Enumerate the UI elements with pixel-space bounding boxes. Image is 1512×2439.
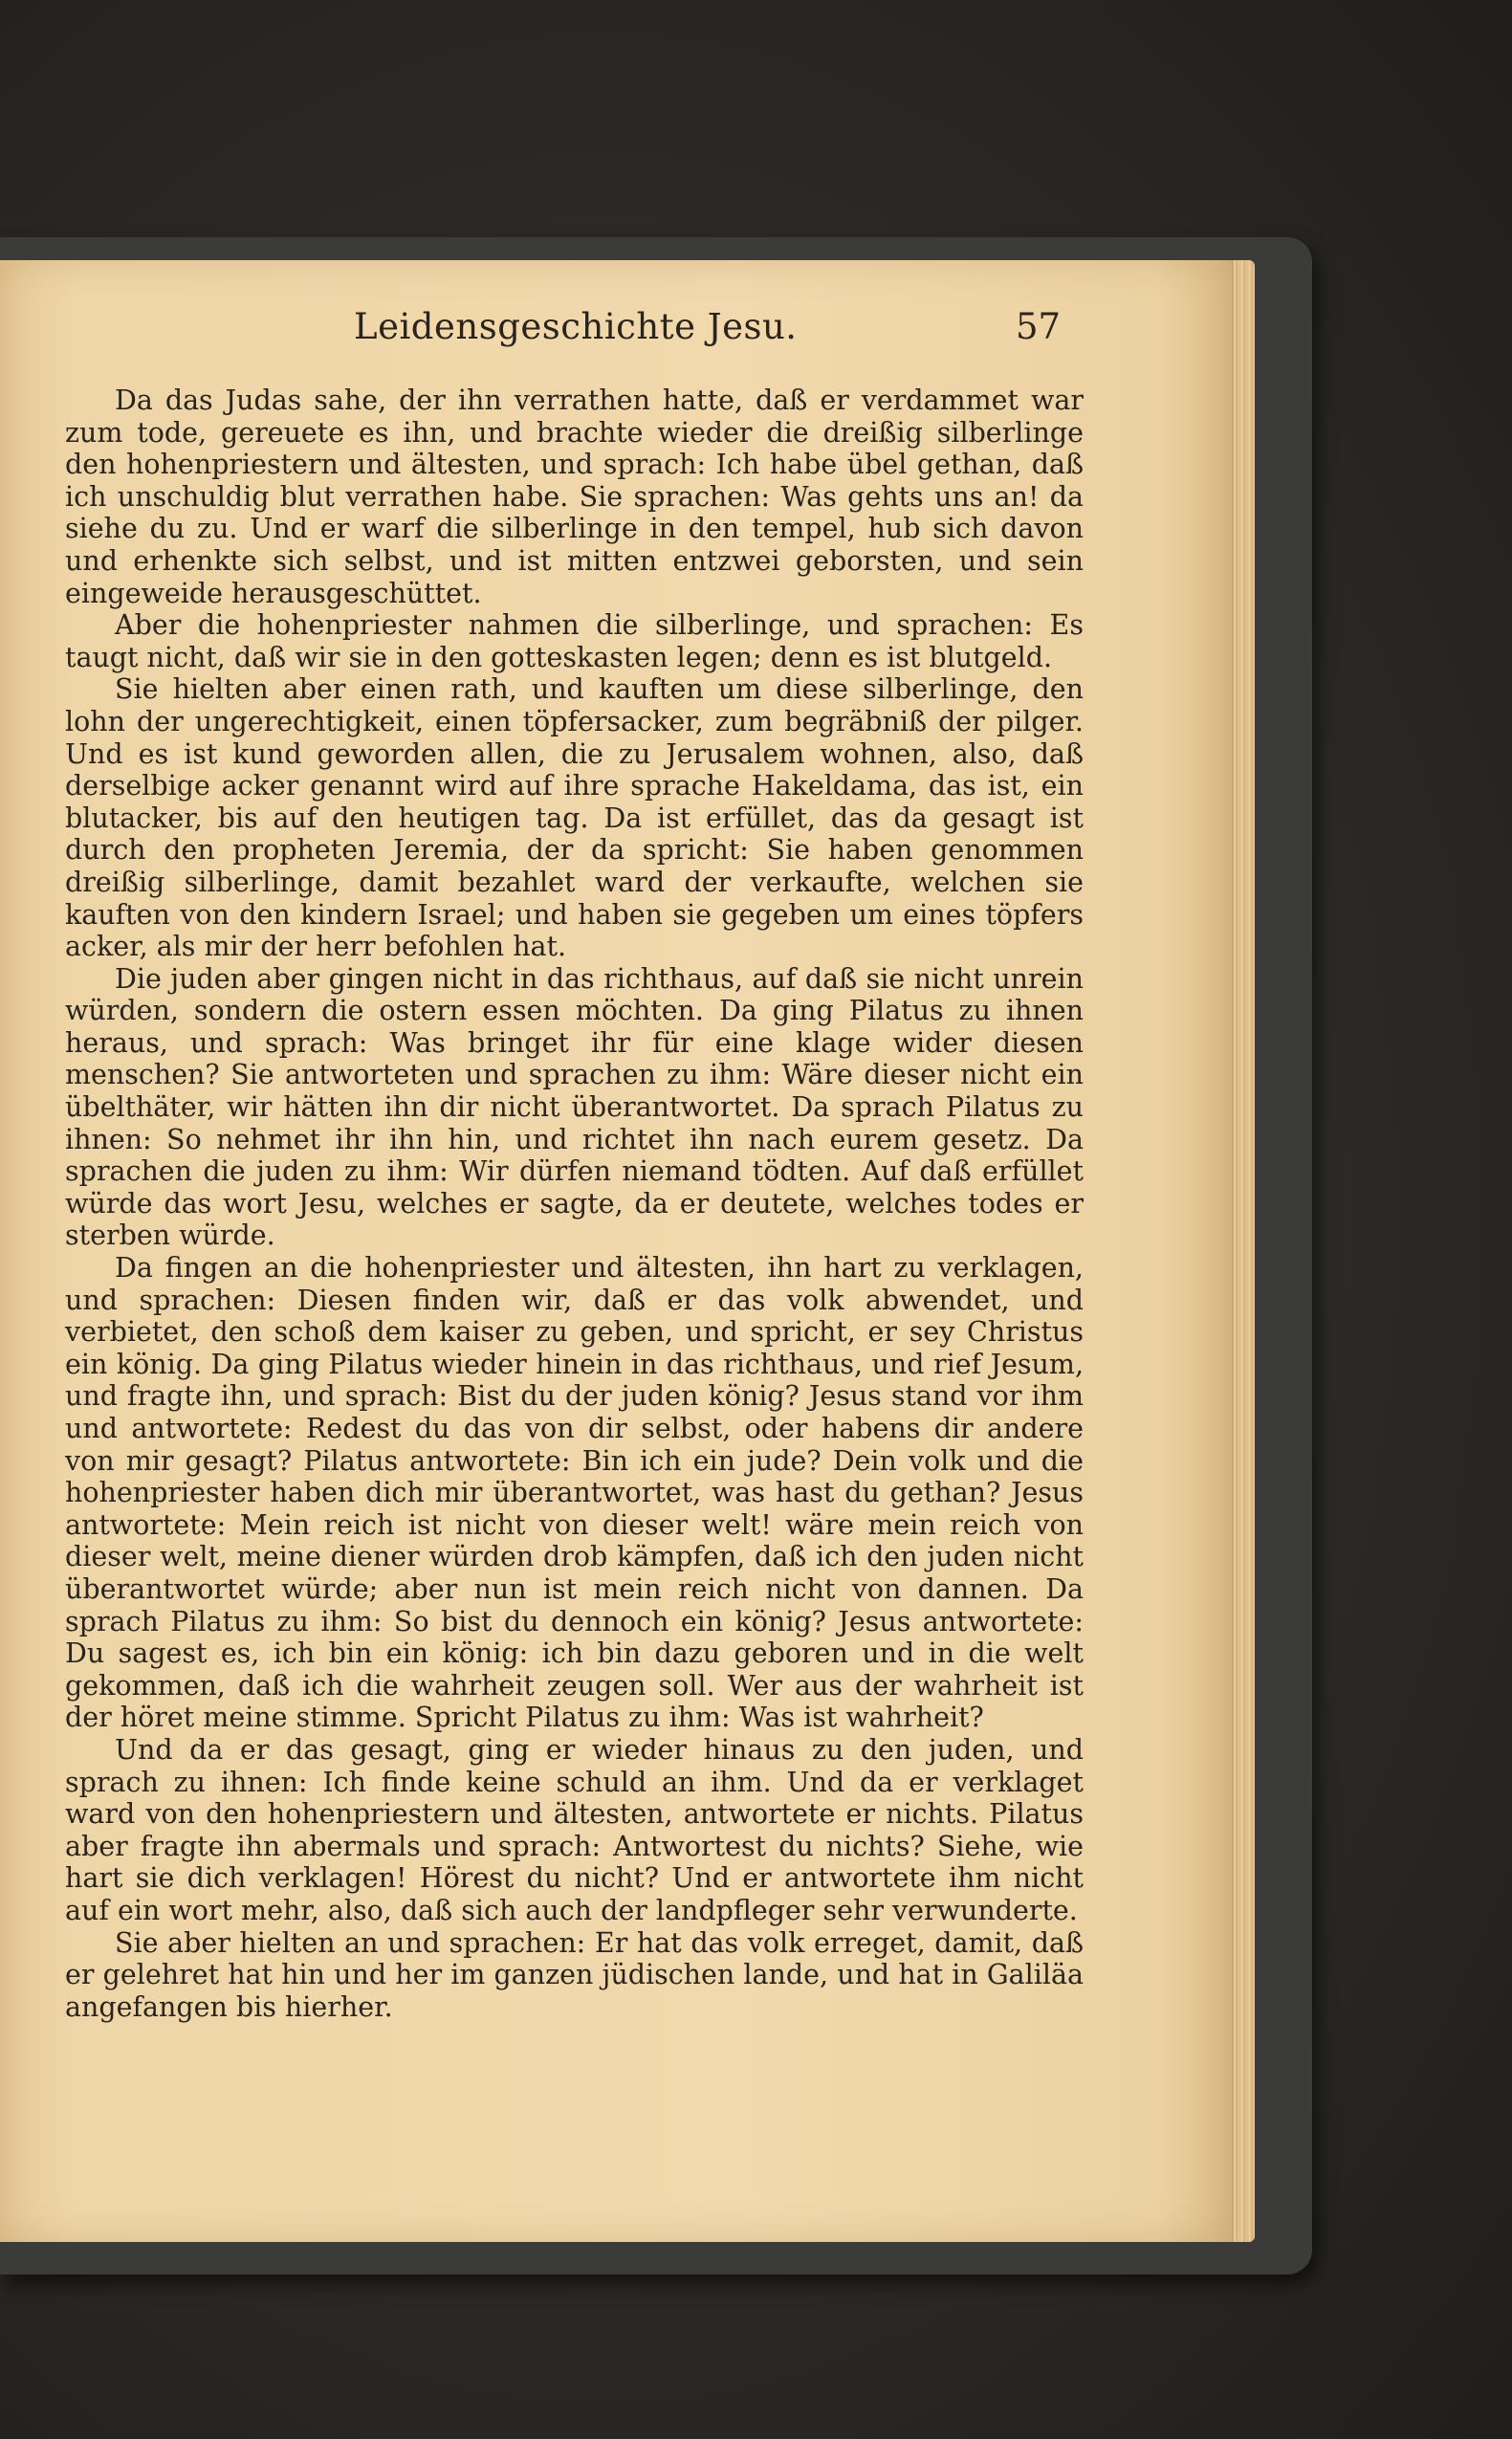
paragraph-3: Sie hielten aber einen rath, und kauften um diese silberlinge, den lohn der ungerechtigkeit, einen töpfersacker, zum begräbniß der pilger. Und es ist kund geworden allen, die zu Jerusalem wohnen, also, daß derselbige acker genannt wird auf ihre sprache Hakeldama, das ist, ein blutacker, bis auf den heutigen tag. Da ist erfüllet, das da gesagt ist durch den propheten Jeremia, der da spricht: Sie haben genommen dreißig silberlinge, damit bezahlet ward der verkaufte, welchen sie kauften von den kindern Israel; und haben sie gegeben um eines töpfers acker, als mir der herr befohlen hat. — [65, 673, 1084, 963]
paragraph-2: Aber die hohenpriester nahmen die silberlinge, und sprachen: Es taugt nicht, daß wir sie in den gotteskasten legen; denn es ist blutgeld. — [65, 609, 1084, 673]
paragraph-1: Da das Judas sahe, der ihn verrathen hatte, daß er verdammet war zum tode, gereuete es ihn, und brachte wieder die dreißig silberlinge den hohenpriestern und ältesten, und sprach: Ich habe übel gethan, daß ich unschuldig blut verrathen habe. Sie sprachen: Was gehts uns an! da siehe du zu. Und er warf die silberlinge in den tempel, hub sich davon und erhenkte sich selbst, und ist mitten entzwei geborsten, und sein eingeweide herausgeschüttet. — [65, 385, 1084, 609]
paragraph-6: Und da er das gesagt, ging er wieder hinaus zu den juden, und sprach zu ihnen: Ich finde keine schuld an ihm. Und da er verklaget ward von den hohenpriestern und ältesten, antwortete er nichts. Pilatus aber fragte ihn abermals und sprach: Antwortest du nichts? Siehe, wie hart sie dich verklagen! Hörest du nicht? Und er antwortete ihm nicht auf ein wort mehr, also, daß sich auch der landpfleger sehr verwunderte. — [65, 1733, 1084, 1926]
body-text — [65, 385, 1084, 2023]
paragraph-4: Die juden aber gingen nicht in das richthaus, auf daß sie nicht unrein würden, sondern die ostern essen möchten. Da ging Pilatus zu ihnen heraus, und sprach: Was bringet ihr für eine klage wider diesen menschen? Sie antworteten und sprachen zu ihm: Wäre dieser nicht ein übelthäter, wir hätten ihn dir nicht überantwortet. Da sprach Pilatus zu ihnen: So nehmet ihr ihn hin, und richtet ihn nach eurem gesetz. Da sprachen die juden zu ihm: Wir dürfen niemand tödten. Auf daß erfüllet würde das wort Jesu, welches er sagte, da er deutete, welches todes er sterben würde. — [65, 962, 1084, 1252]
paragraph-7: Sie aber hielten an und sprachen: Er hat das volk erreget, damit, daß er gelehret hat hin und her im ganzen jüdischen lande, und hat in Galiläa angefangen bis hierher. — [65, 1926, 1084, 2023]
page-number: 57 — [1016, 306, 1062, 347]
running-head: Leidensgeschichte Jesu. — [354, 306, 798, 347]
paragraph-5: Da fingen an die hohenpriester und ältesten, ihn hart zu verklagen, und sprachen: Diesen finden wir, daß er das volk abwendet, und verbietet, den schoß dem kaiser zu geben, und spricht, er sey Christus ein könig. Da ging Pilatus wieder hinein in das richthaus, und rief Jesum, und fragte ihn, und sprach: Bist du der juden könig? Jesus stand vor ihm und antwortete: Redest du das von dir selbst, oder habens dir andere von mir gesagt? Pilatus antwortete: Bin ich ein jude? Dein volk und die hohenpriester haben dich mir überantwortet, was hast du gethan? Jesus antwortete: Mein reich ist nicht von dieser welt! wäre mein reich von dieser welt, meine diener würden drob kämpfen, daß ich den juden nicht überantwortet würde; aber nun ist mein reich nicht von dannen. Da sprach Pilatus zu ihm: So bist du dennoch ein könig? Jesus antwortete: Du sagest es, ich bin ein könig: ich bin dazu geboren und in die welt gekommen, daß ich die wahrheit zeugen soll. Wer aus der wahrheit ist der höret meine stimme. Spricht Pilatus zu ihm: Was ist wahrheit? — [65, 1252, 1084, 1734]
